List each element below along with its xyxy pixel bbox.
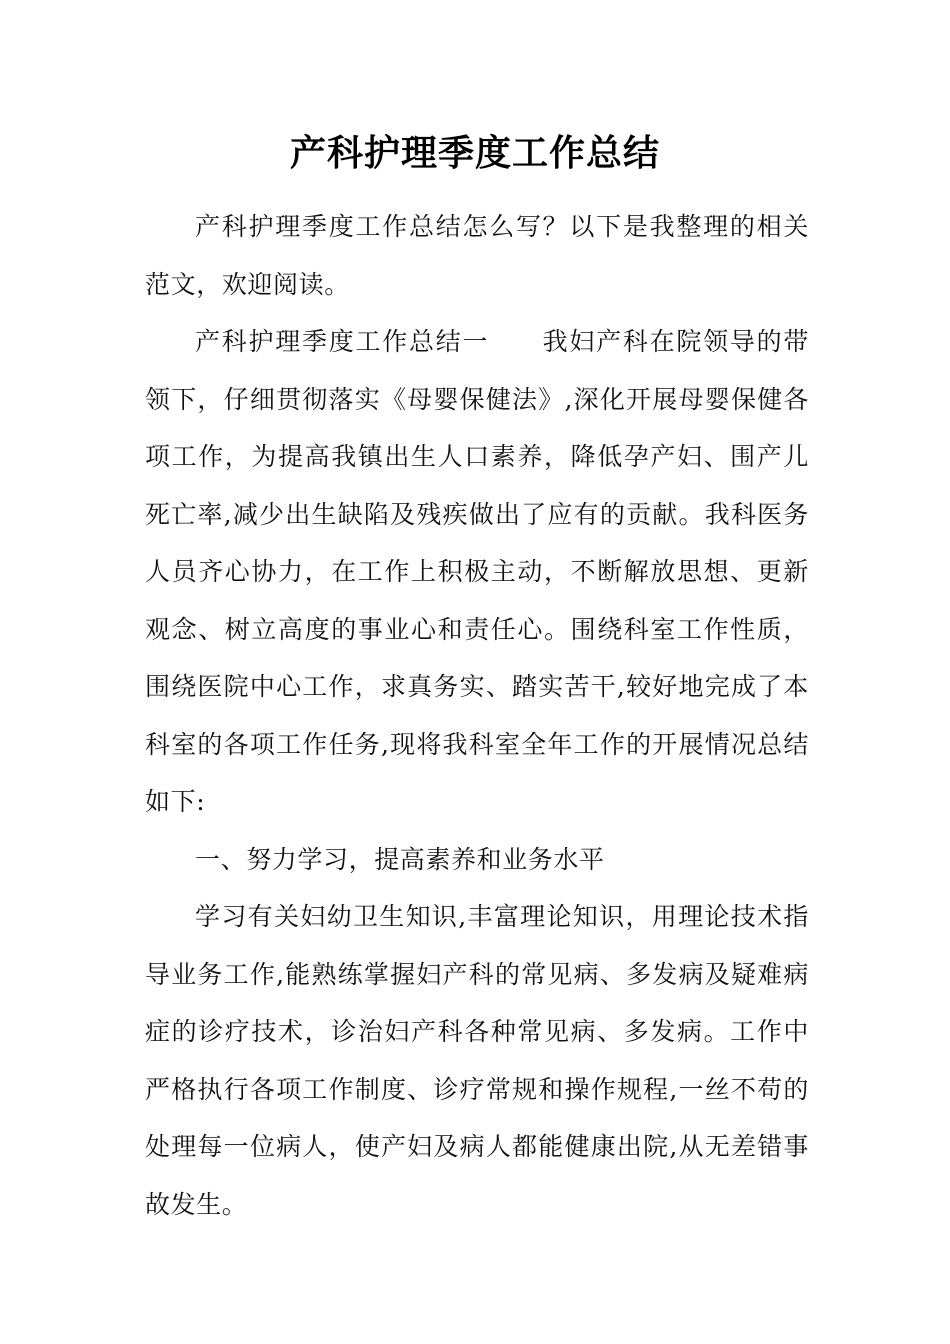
study-paragraph: 学习有关妇幼卫生知识,丰富理论知识，用理论技术指导业务工作,能熟练掌握妇产科的常见病、多发病及疑难病症的诊疗技术，诊治妇产科各种常见病、多发病。工作中严格执行各项工作制度、诊疗常规和操作规程,一丝不苟的处理每一位病人，使产妇及病人都能健康出院,从无差错事故发生。 — [145, 902, 809, 1219]
section-heading: 一、努力学习，提高素养和业务水平 — [195, 844, 605, 874]
intro-paragraph: 产科护理季度工作总结怎么写？以下是我整理的相关范文，欢迎阅读。 — [145, 212, 809, 299]
document-body — [145, 198, 809, 1233]
document-title: 产科护理季度工作总结 — [289, 132, 660, 174]
summary-one-paragraph: 产科护理季度工作总结一 我妇产科在院领导的带领下，仔细贯彻落实《母婴保健法》,深化开展母婴保健各项工作，为提高我镇出生人口素养，降低孕产妇、围产儿死亡率,减少出生缺陷及残疾做出了应有的贡献。我科医务人员齐心协力，在工作上积极主动，不断解放思想、更新观念、树立高度的事业心和责任心。围绕科室工作性质，围绕医院中心工作，求真务实、踏实苦干,较好地完成了本科室的各项工作任务,现将我科室全年工作的开展情况总结如下: — [145, 327, 809, 816]
